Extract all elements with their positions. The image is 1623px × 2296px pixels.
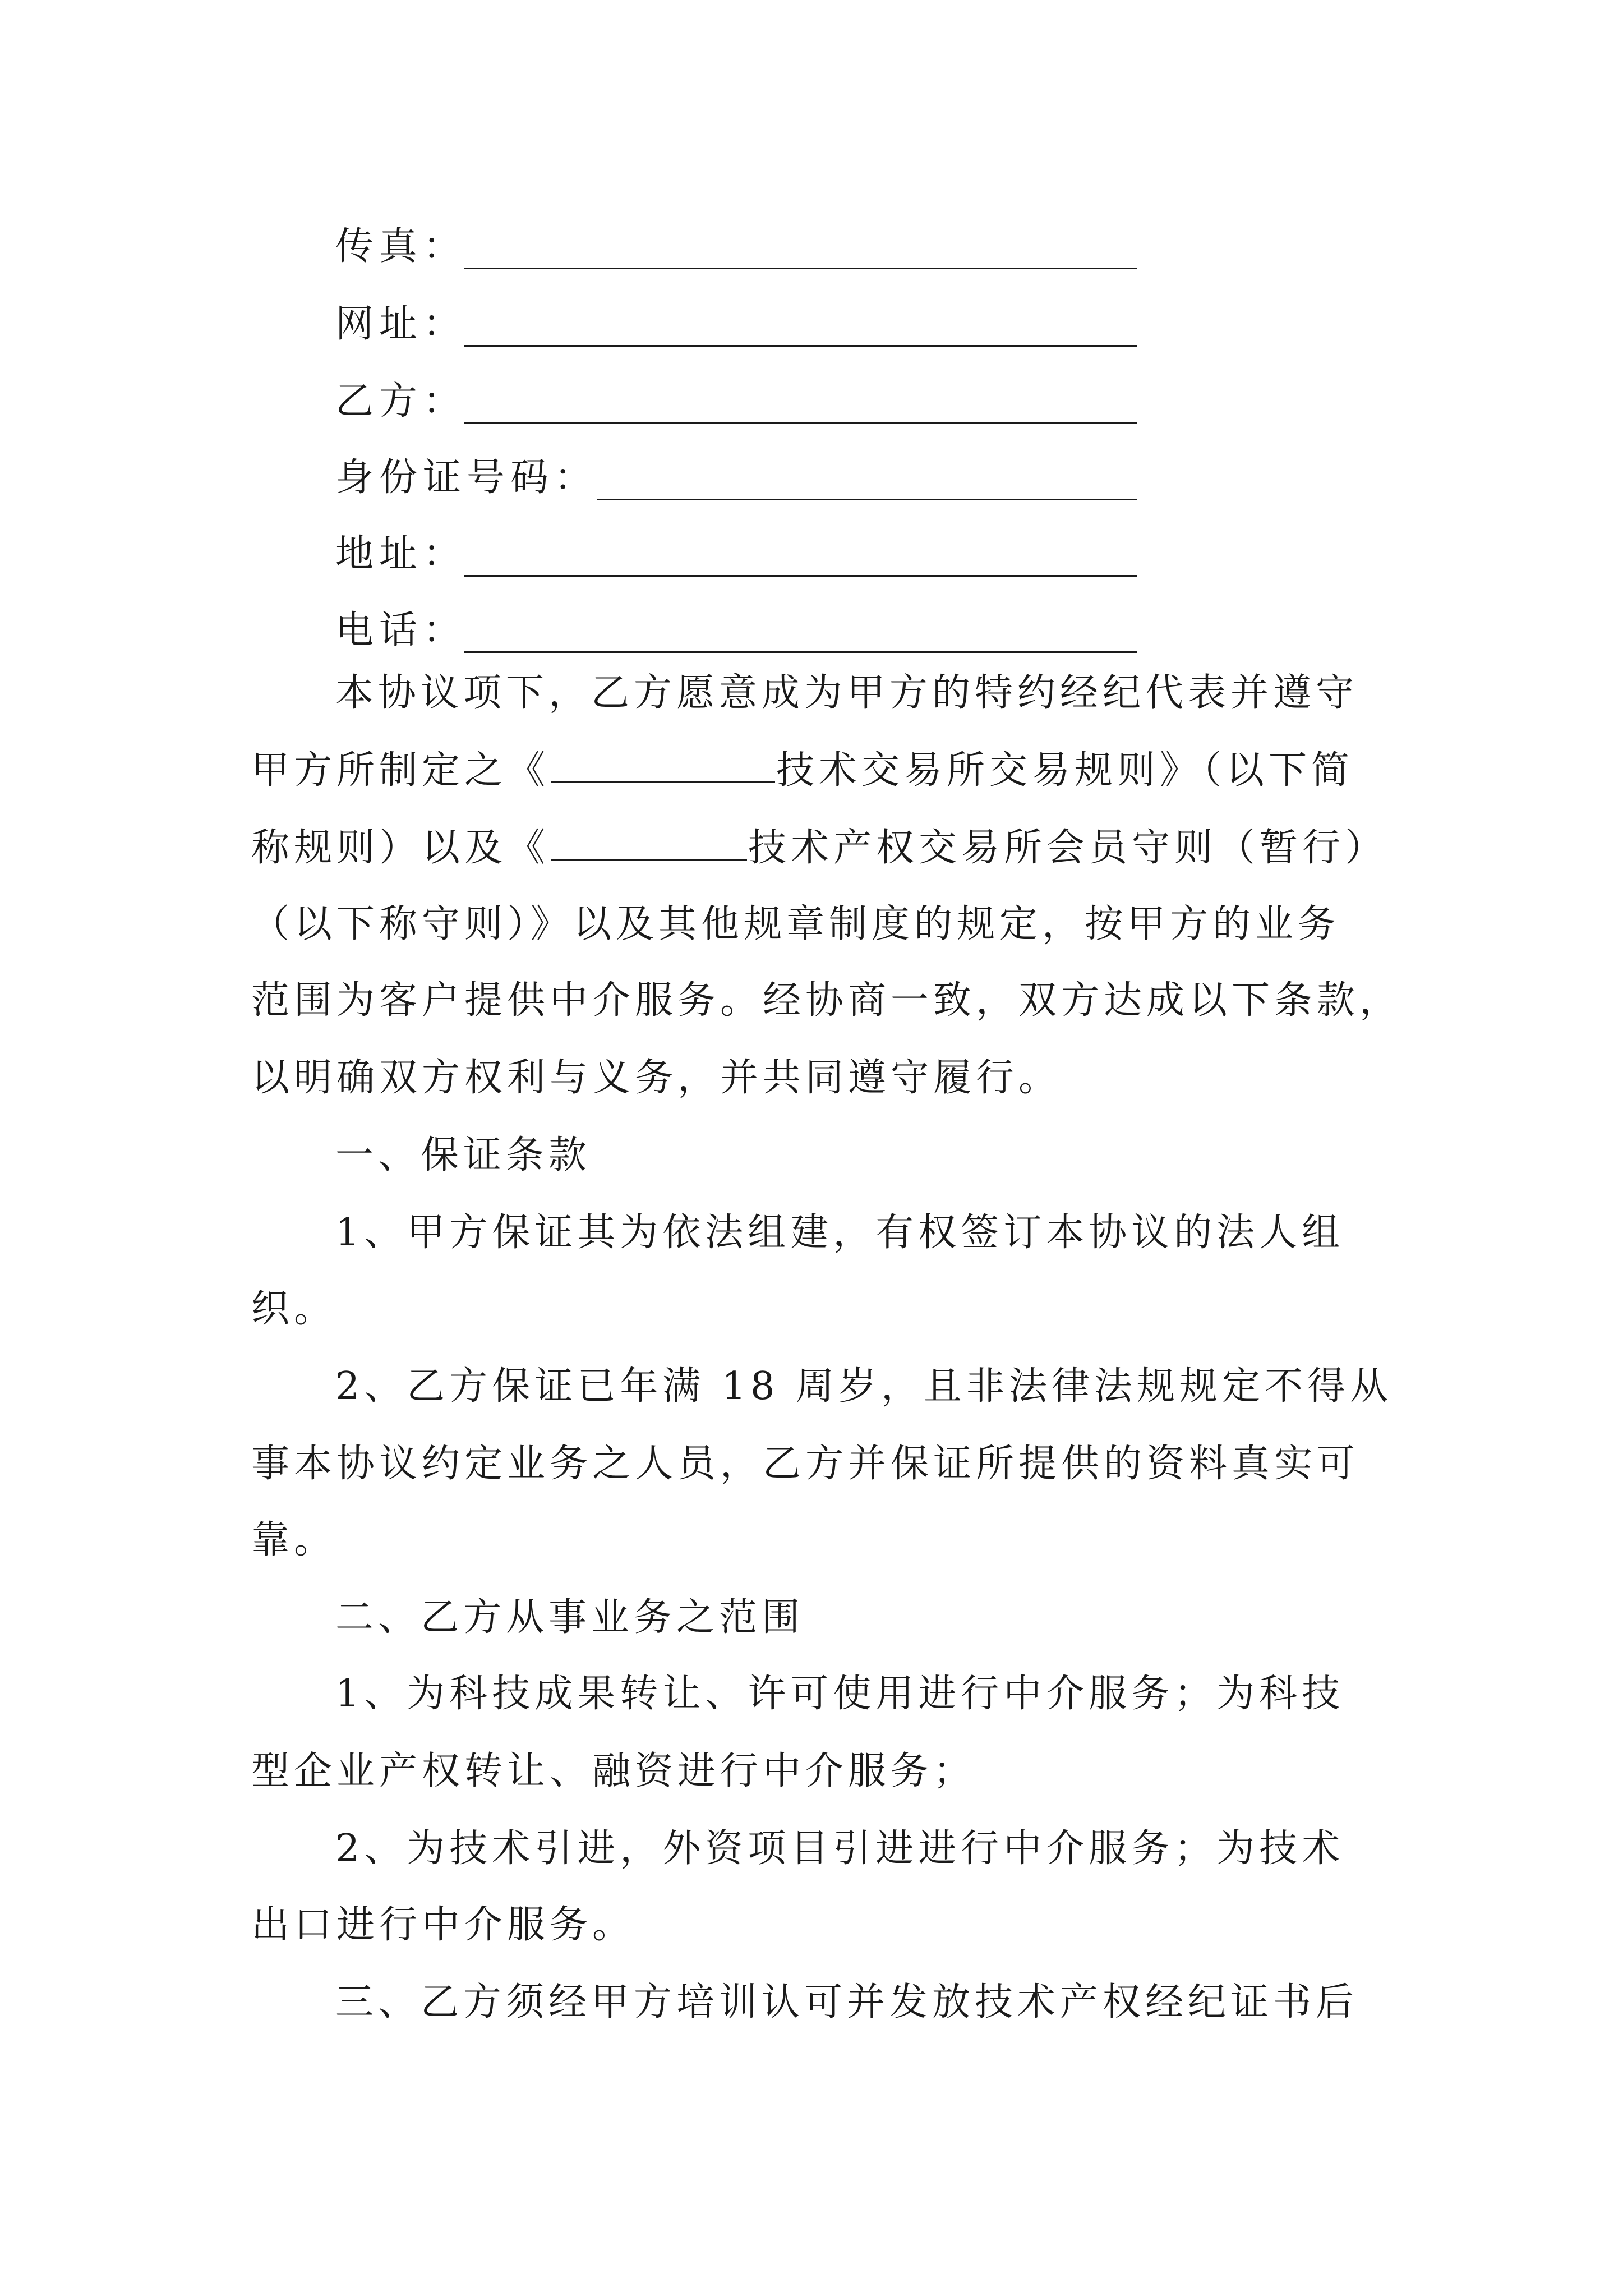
id-number-field[interactable]: [335, 433, 1137, 500]
section-2-item-2-line-1: 2、为技术引进，外资项目引进进行中介服务；为技术: [335, 1826, 1345, 1871]
section-2-item-1-line-1: 1、为科技成果转让、许可使用进行中介服务；为科技: [335, 1672, 1345, 1716]
party-b-label: 乙方：: [335, 379, 467, 424]
phone-underline[interactable]: [464, 651, 1137, 653]
id-number-underline[interactable]: [597, 499, 1137, 500]
address-label: 地址：: [335, 532, 467, 576]
section-1-heading: 一、保证条款: [335, 1133, 592, 1177]
intro-line-3: 称规则）以及《 技术产权交易所会员守则（暂行）: [251, 826, 1388, 870]
intro-line-5: 范围为客户提供中介服务。经协商一致，双方达成以下条款，: [251, 978, 1403, 1023]
section-2-item-1-line-2: 型企业产权转让、融资进行中介服务；: [251, 1749, 976, 1793]
bylaws-name-blank[interactable]: [551, 830, 747, 861]
fax-underline[interactable]: [464, 268, 1137, 269]
section-1-item-2-line-2: 事本协议约定业务之人员，乙方并保证所提供的资料真实可: [251, 1442, 1360, 1486]
fax-field[interactable]: [335, 202, 1137, 269]
phone-field[interactable]: [335, 586, 1137, 653]
party-b-underline[interactable]: [464, 422, 1137, 424]
website-label: 网址：: [335, 302, 467, 346]
address-field[interactable]: [335, 509, 1137, 577]
intro-line-4: （以下称守则）》以及其他规章制度的规定，按甲方的业务: [251, 902, 1341, 946]
intro-line-1: 本协议项下，乙方愿意成为甲方的特约经纪代表并遵守: [335, 671, 1359, 715]
section-1-item-2-line-1: 2、乙方保证已年满 18 周岁，且非法律法规规定不得从: [335, 1364, 1393, 1409]
website-field[interactable]: [335, 279, 1137, 347]
rules-name-blank[interactable]: [551, 752, 775, 783]
party-b-field[interactable]: [335, 357, 1137, 424]
section-2-heading: 二、乙方从事业务之范围: [335, 1595, 805, 1640]
phone-label: 电话：: [335, 608, 467, 652]
section-1-item-1-line-2: 织。: [251, 1287, 337, 1331]
intro-line-2: 甲方所制定之《 技术交易所交易规则》（以下简: [251, 748, 1354, 793]
id-number-label: 身份证号码：: [335, 455, 598, 500]
intro-line-6: 以明确双方权利与义务，并共同遵守履行。: [251, 1056, 1062, 1100]
section-2-item-2-line-2: 出口进行中介服务。: [251, 1903, 635, 1947]
fax-label: 传真：: [335, 224, 467, 269]
address-underline[interactable]: [464, 575, 1137, 577]
section-1-item-2-line-3: 靠。: [251, 1518, 337, 1562]
section-3-line-1: 三、乙方须经甲方培训认可并发放技术产权经纪证书后: [335, 1980, 1359, 2024]
section-1-item-1-line-1: 1、甲方保证其为依法组建，有权签订本协议的法人组: [335, 1211, 1345, 1255]
website-underline[interactable]: [464, 345, 1137, 347]
